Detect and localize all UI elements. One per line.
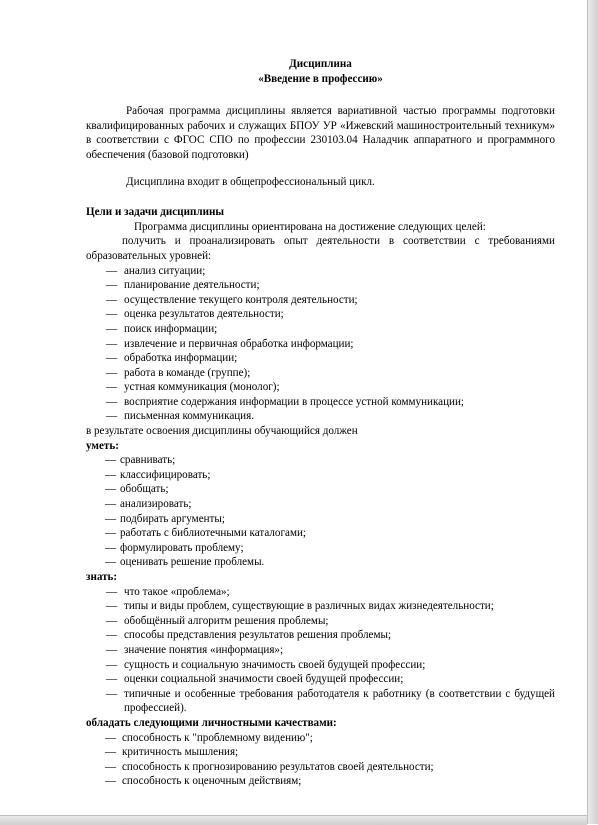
list-item: — типы и виды проблем, существующие в различных видах жизнедеятельности; bbox=[106, 600, 494, 613]
list-item: — обработка информации; bbox=[106, 352, 238, 365]
znat-list bbox=[86, 585, 555, 716]
list-item: — обобщать; bbox=[105, 483, 169, 496]
dash-bullet: — bbox=[106, 687, 118, 700]
list-item: — значение понятия «информация»; bbox=[106, 643, 284, 656]
dash-bullet: — bbox=[106, 381, 118, 394]
umet-list bbox=[86, 453, 555, 570]
dash-bullet: — bbox=[105, 760, 117, 773]
goals-list bbox=[86, 264, 555, 425]
dash-bullet: — bbox=[106, 293, 118, 306]
qualities-list bbox=[86, 731, 555, 789]
umet-heading: уметь: bbox=[86, 439, 119, 452]
list-item: — планирование деятельности; bbox=[106, 279, 260, 292]
dash-bullet: — bbox=[106, 279, 118, 292]
list-item: — оценивать решение проблемы. bbox=[105, 556, 265, 569]
dash-bullet: — bbox=[106, 322, 118, 335]
list-item: — типичные и особенные требования работодателя к работнику (в соответствии с будущей профессией). bbox=[106, 687, 555, 715]
page-edge-right bbox=[587, 0, 598, 824]
dash-bullet: — bbox=[106, 629, 118, 642]
dash-bullet: — bbox=[106, 600, 118, 613]
list-item: — оценка результатов деятельности; bbox=[106, 308, 284, 321]
dash-bullet: — bbox=[106, 614, 118, 627]
dash-bullet: — bbox=[105, 541, 117, 554]
list-item: — сравнивать; bbox=[105, 454, 176, 467]
dash-bullet: — bbox=[106, 308, 118, 321]
goals-line-1: Программа дисциплины ориентирована на достижение следующих целей: bbox=[134, 220, 486, 233]
dash-bullet: — bbox=[105, 468, 117, 481]
list-item: — способы представления результатов решения проблемы; bbox=[106, 629, 392, 642]
list-item: — осуществление текущего контроля деятельности; bbox=[106, 293, 358, 306]
list-item: — извлечение и первичная обработка информации; bbox=[106, 337, 354, 350]
title-line-2: «Введение в профессию» bbox=[258, 72, 383, 85]
qualities-heading: обладать следующими личностными качествами: bbox=[86, 716, 337, 729]
dash-bullet: — bbox=[106, 395, 118, 408]
intro-paragraph: Рабочая программа дисциплины является вариативной частью программы подготовки квалифицированных рабочих и служащих БПОУ УР «Ижевский машиностроительный техникум» в соответствии с ФГОС СПО по профессии 230103.04 Наладчик аппаратного и программного обеспечения (базовой подготовки) bbox=[86, 105, 555, 161]
result-line: в результате освоения дисциплины обучающийся должен bbox=[86, 425, 358, 438]
dash-bullet: — bbox=[105, 746, 117, 759]
list-item: — анализ ситуации; bbox=[106, 264, 206, 277]
dash-bullet: — bbox=[106, 658, 118, 671]
cycle-paragraph: Дисциплина входит в общепрофессиональный цикл. bbox=[126, 175, 375, 188]
list-item: — способность к прогнозированию результатов своей деятельности; bbox=[105, 760, 434, 773]
list-item: — письменная коммуникация. bbox=[106, 410, 254, 423]
list-item: — обобщённый алгоритм решения проблемы; bbox=[106, 614, 329, 627]
list-item: — сущность и социальную значимость своей будущей профессии; bbox=[106, 658, 426, 671]
dash-bullet: — bbox=[106, 264, 118, 277]
list-item: — критичность мышления; bbox=[105, 746, 239, 759]
list-item: — работа в команде (группе); bbox=[106, 366, 251, 379]
dash-bullet: — bbox=[105, 498, 117, 511]
dash-bullet: — bbox=[106, 352, 118, 365]
goals-line-2: получить и проанализировать опыт деятельности в соответствии с требованиями образовательных уровней: bbox=[86, 235, 555, 262]
dash-bullet: — bbox=[106, 643, 118, 656]
list-item: — подбирать аргументы; bbox=[105, 512, 225, 525]
list-item: — устная коммуникация (монолог); bbox=[106, 381, 280, 394]
dash-bullet: — bbox=[106, 410, 118, 423]
dash-bullet: — bbox=[105, 775, 117, 788]
dash-bullet: — bbox=[105, 512, 117, 525]
dash-bullet: — bbox=[106, 366, 118, 379]
list-item: — способность к "проблемному видению"; bbox=[105, 731, 313, 744]
list-item: — способность к оценочным действиям; bbox=[105, 775, 302, 788]
list-item: — формулировать проблему; bbox=[105, 541, 244, 554]
title-line-1: Дисциплина bbox=[289, 58, 352, 70]
dash-bullet: — bbox=[106, 337, 118, 350]
dash-bullet: — bbox=[105, 731, 117, 744]
dash-bullet: — bbox=[105, 527, 117, 540]
list-item: — оценки социальной значимости своей будущей профессии; bbox=[106, 673, 404, 686]
dash-bullet: — bbox=[105, 483, 117, 496]
dash-bullet: — bbox=[105, 556, 117, 569]
list-item: — восприятие содержания информации в процессе устной коммуникации; bbox=[106, 395, 464, 408]
list-item: — поиск информации; bbox=[106, 322, 218, 335]
list-item: — работать с библиотечными каталогами; bbox=[105, 527, 306, 540]
znat-heading: знать: bbox=[86, 571, 118, 583]
dash-bullet: — bbox=[106, 585, 118, 598]
document-page bbox=[86, 57, 555, 789]
list-item: — классифицировать; bbox=[105, 468, 211, 481]
list-item: — что такое «проблема»; bbox=[106, 585, 230, 598]
dash-bullet: — bbox=[106, 673, 118, 686]
goals-heading: Цели и задачи дисциплины bbox=[86, 206, 225, 219]
dash-bullet: — bbox=[105, 454, 117, 467]
list-item: — анализировать; bbox=[105, 498, 192, 511]
